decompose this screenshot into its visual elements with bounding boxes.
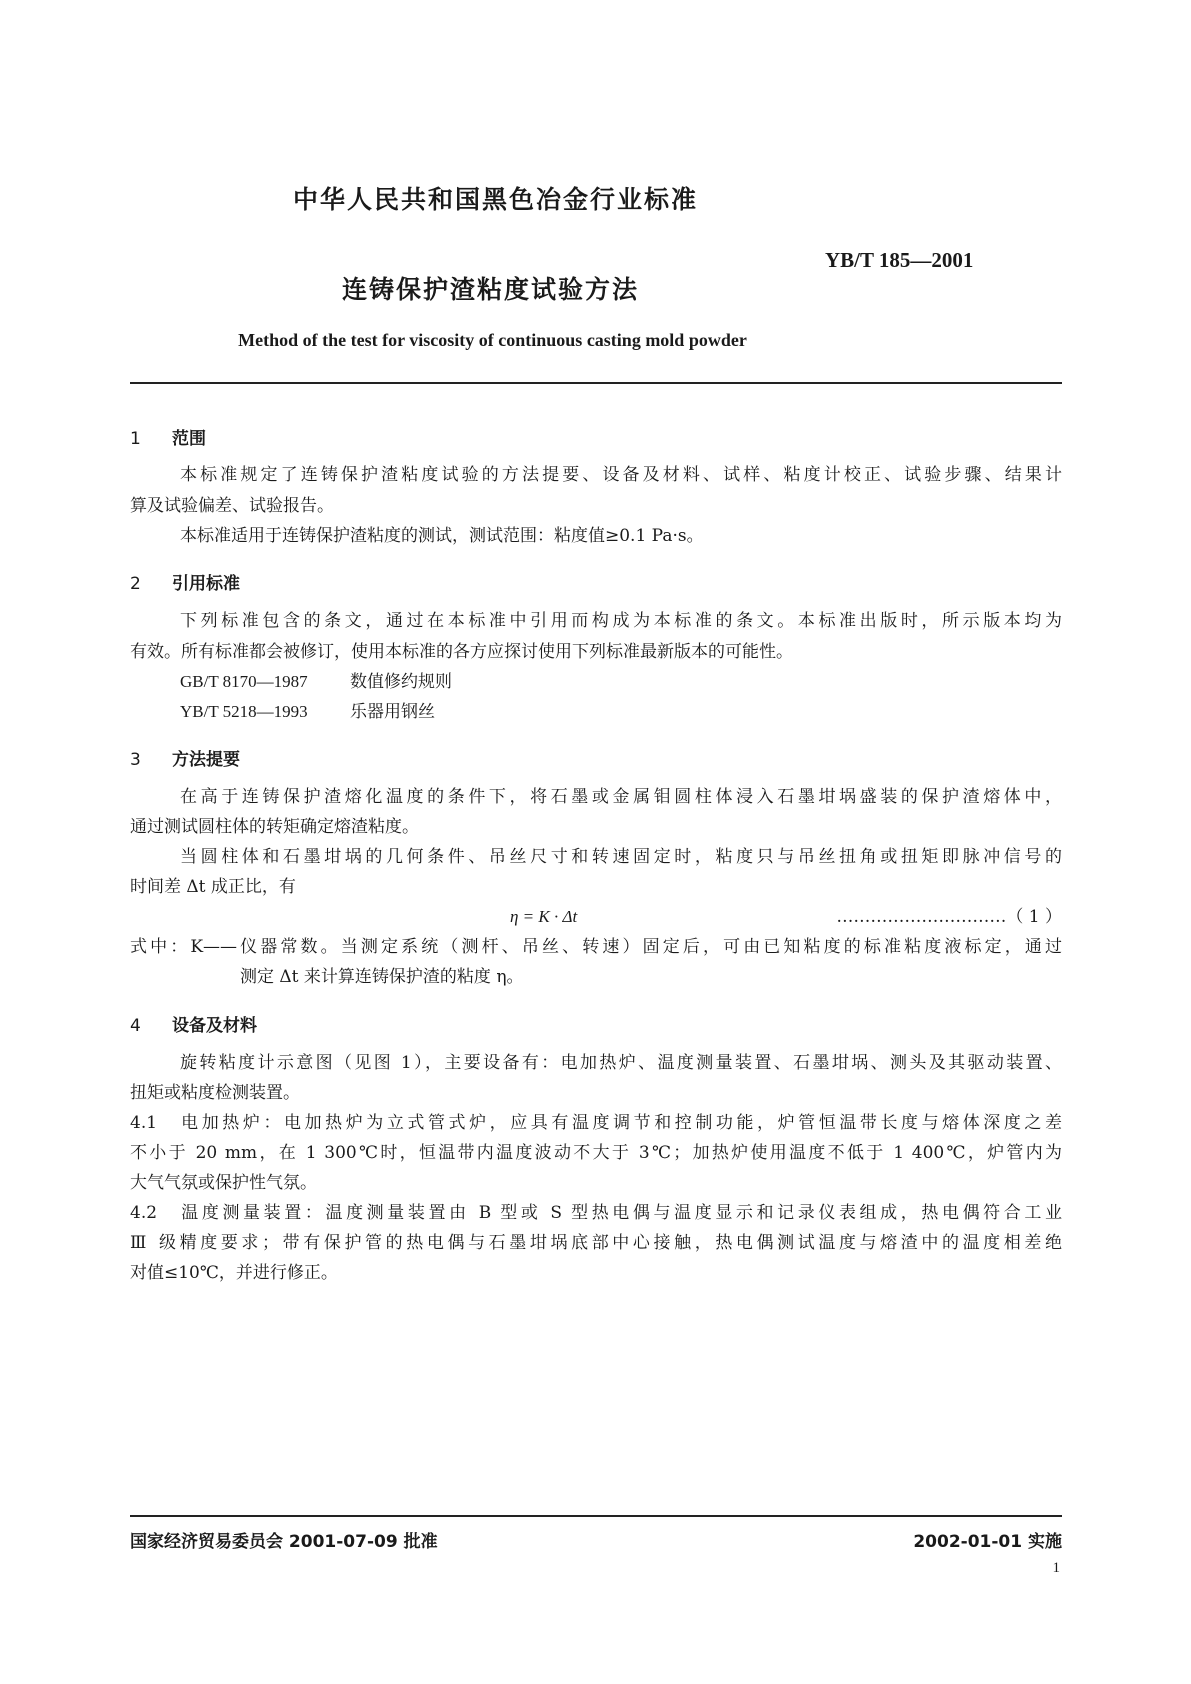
implementation-note: 2002-01-01 实施 xyxy=(913,1532,1062,1552)
section-heading-2 xyxy=(130,569,240,594)
section-heading-3 xyxy=(130,745,240,770)
approval-note: 国家经济贸易委员会 2001-07-09 批准 xyxy=(130,1532,438,1552)
section-title: 范围 xyxy=(172,429,206,449)
section-title: 引用标准 xyxy=(172,574,240,594)
section-title: 设备及材料 xyxy=(172,1016,257,1036)
paragraph-line: 扭矩或粘度检测装置。 xyxy=(130,1083,300,1103)
document-title: 连铸保护渣粘度试验方法 xyxy=(341,275,639,304)
clause-4-2-line: Ⅲ 级精度要求；带有保护管的热电偶与石墨坩埚底部中心接触，热电偶测试温度与熔渣中的温度相差绝 xyxy=(130,1233,1062,1253)
section-title: 方法提要 xyxy=(172,750,240,770)
paragraph-line: 当圆柱体和石墨坩埚的几何条件、吊丝尺寸和转速固定时，粘度只与吊丝扭角或扭矩即脉冲信号的 xyxy=(180,847,1062,867)
reference-code: YB/T 5218—1993 xyxy=(180,702,308,721)
standard-issuer: 中华人民共和国黑色冶金行业标准 xyxy=(292,185,698,214)
section-heading-1 xyxy=(130,424,206,449)
standard-code: YB/T 185—2001 xyxy=(825,248,974,272)
paragraph-line: 下列标准包含的条文，通过在本标准中引用而构成为本标准的条文。本标准出版时，所示版本均为 xyxy=(180,611,1062,631)
reference-item xyxy=(180,700,435,724)
reference-title: 乐器用钢丝 xyxy=(350,702,435,722)
page-number: 1 xyxy=(1052,1560,1060,1576)
paragraph-line: 本标准适用于连铸保护渣粘度的测试，测试范围：粘度值≥0.1 Pa·s。 xyxy=(180,526,704,546)
clause-4-1-line: 大气气氛或保护性气氛。 xyxy=(130,1173,317,1193)
clause-4-1-line: 不小于 20 mm，在 1 300℃时，恒温带内温度波动不大于 3℃；加热炉使用温度不低于 1 400℃，炉管内为 xyxy=(130,1143,1062,1163)
paragraph-line: 有效。所有标准都会被修订，使用本标准的各方应探讨使用下列标准最新版本的可能性。 xyxy=(130,642,793,662)
section-number: 4 xyxy=(130,1016,141,1036)
formula-where-line: 式中：K——仪器常数。当测定系统（测杆、吊丝、转速）固定后，可由已知粘度的标准粘度液标定，通过 xyxy=(130,937,1062,957)
formula: η = K · Δt xyxy=(510,907,578,926)
section-heading-4 xyxy=(130,1011,257,1036)
footer-divider xyxy=(130,1515,1062,1517)
section-number: 2 xyxy=(130,574,141,594)
clause-4-2-line: 对值≤10℃，并进行修正。 xyxy=(130,1263,338,1283)
paragraph-line: 在高于连铸保护渣熔化温度的条件下，将石墨或金属钼圆柱体浸入石墨坩埚盛装的保护渣熔体中， xyxy=(180,787,1062,807)
paragraph-line: 时间差 Δt 成正比，有 xyxy=(130,877,296,897)
reference-item xyxy=(180,670,452,694)
reference-title: 数值修约规则 xyxy=(350,672,452,692)
clause-4-1-line: 4.1 电加热炉：电加热炉为立式管式炉，应具有温度调节和控制功能，炉管恒温带长度与熔体深度之差 xyxy=(130,1113,1062,1133)
formula-where-line: 测定 Δt 来计算连铸保护渣的粘度 η。 xyxy=(240,967,524,987)
paragraph-line: 通过测试圆柱体的转矩确定熔渣粘度。 xyxy=(130,817,419,837)
document-title-english: Method of the test for viscosity of continuous casting mold powder xyxy=(238,330,747,350)
section-number: 1 xyxy=(130,429,141,449)
clause-4-2-line: 4.2 温度测量装置：温度测量装置由 B 型或 S 型热电偶与温度显示和记录仪表组成，热电偶符合工业 xyxy=(130,1203,1062,1223)
paragraph-line: 本标准规定了连铸保护渣粘度试验的方法提要、设备及材料、试样、粘度计校正、试验步骤、结果计 xyxy=(180,465,1062,485)
formula-number: …………………………（ 1 ） xyxy=(836,907,1062,927)
section-number: 3 xyxy=(130,750,141,770)
paragraph-line: 算及试验偏差、试验报告。 xyxy=(130,496,334,516)
reference-code: GB/T 8170—1987 xyxy=(180,672,308,691)
paragraph-line: 旋转粘度计示意图（见图 1），主要设备有：电加热炉、温度测量装置、石墨坩埚、测头及其驱动装置、 xyxy=(180,1053,1062,1073)
header-divider xyxy=(130,382,1062,384)
